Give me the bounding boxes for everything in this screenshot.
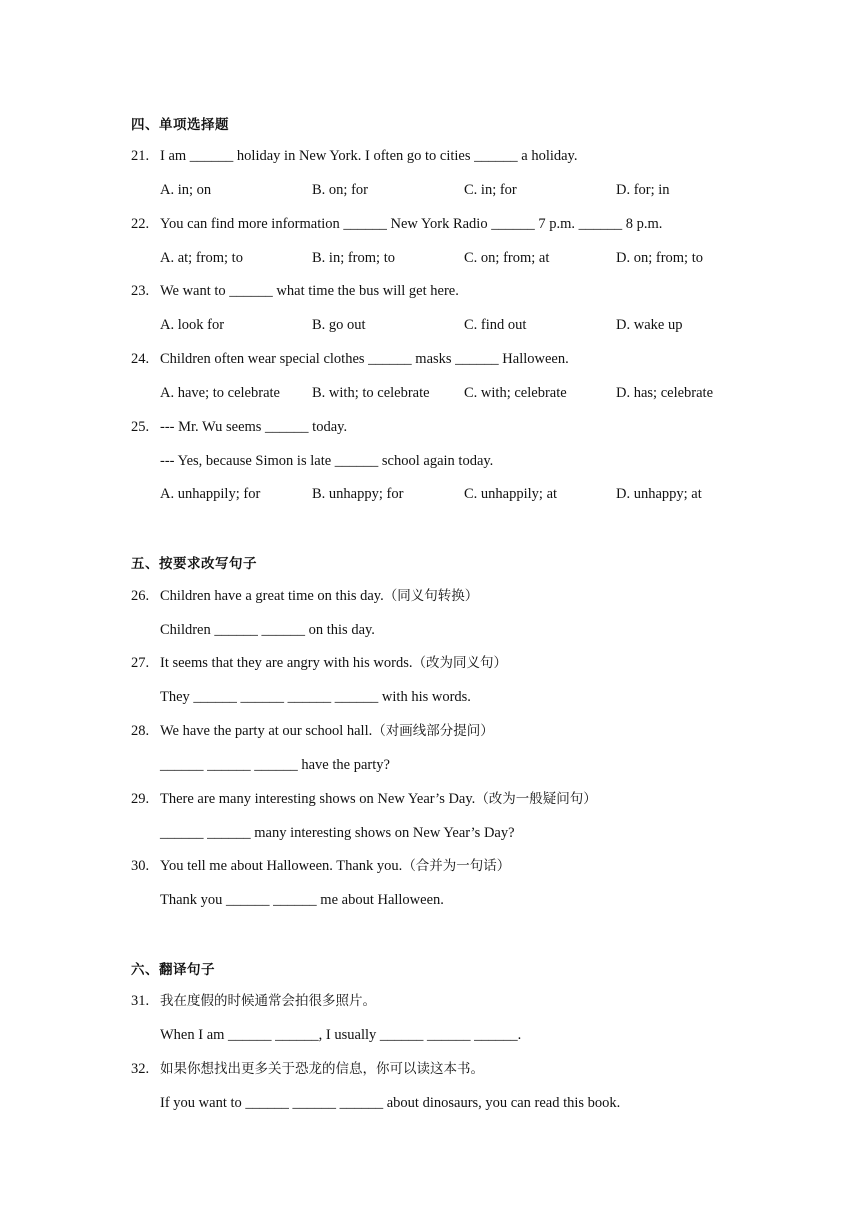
question-stem <box>160 722 494 740</box>
option-d: D. unhappy; at <box>616 486 702 502</box>
stem-text: You tell me about Halloween. Thank you. <box>160 858 403 874</box>
question-stem: Children often wear special clothes ______ masks ______ Halloween. <box>160 351 569 367</box>
question-number: 30. <box>131 858 150 874</box>
answer-line: If you want to ______ ______ ______ about dinosaurs, you can read this book. <box>160 1095 621 1111</box>
question-number: 27. <box>131 655 150 671</box>
answer-line: ______ ______ ______ have the party? <box>160 757 390 773</box>
option-b: B. in; from; to <box>312 250 395 266</box>
question-stem <box>160 587 478 605</box>
question-number: 28. <box>131 723 150 739</box>
question-stem: You can find more information ______ New York Radio ______ 7 p.m. ______ 8 p.m. <box>160 216 663 232</box>
option-a: A. unhappily; for <box>160 486 261 502</box>
instruction-note: （合并为一句话） <box>402 858 511 874</box>
option-a: A. look for <box>160 317 225 333</box>
option-c: C. in; for <box>464 182 517 198</box>
stem-text: There are many interesting shows on New Year’s Day. <box>160 791 476 807</box>
option-d: D. on; from; to <box>616 250 703 266</box>
option-b: B. on; for <box>312 182 368 198</box>
stem-text: It seems that they are angry with his words. <box>160 655 413 671</box>
instruction-note: （对画线部分提问） <box>372 723 494 739</box>
option-d: D. for; in <box>616 182 670 198</box>
question-stem <box>160 790 597 808</box>
section-title-multiple-choice: 四、单项选择题 <box>131 117 229 133</box>
question-number: 23. <box>131 283 150 299</box>
question-number: 26. <box>131 588 150 604</box>
section-title-translation: 六、翻译句子 <box>131 962 215 978</box>
instruction-note: （改为同义句） <box>412 655 507 671</box>
question-stem: We want to ______ what time the bus will get here. <box>160 283 459 299</box>
question-stem <box>160 857 510 875</box>
stem-text: We have the party at our school hall. <box>160 723 373 739</box>
question-number: 29. <box>131 791 150 807</box>
option-b: B. unhappy; for <box>312 486 404 502</box>
stem-text: Children have a great time on this day. <box>160 588 384 604</box>
option-c: C. unhappily; at <box>464 486 558 502</box>
question-stem <box>160 654 507 672</box>
question-number: 32. <box>131 1061 150 1077</box>
option-b: B. with; to celebrate <box>312 385 430 401</box>
answer-line: Thank you ______ ______ me about Halloween. <box>160 892 444 908</box>
question-number: 31. <box>131 993 150 1009</box>
option-c: C. with; celebrate <box>464 385 567 401</box>
dialogue-reply: --- Yes, because Simon is late ______ school again today. <box>160 453 494 469</box>
question-stem: --- Mr. Wu seems ______ today. <box>160 419 348 435</box>
option-b: B. go out <box>312 317 366 333</box>
question-number: 25. <box>131 419 150 435</box>
question-stem: I am ______ holiday in New York. I often go to cities ______ a holiday. <box>160 148 578 164</box>
answer-line: They ______ ______ ______ ______ with his words. <box>160 689 471 705</box>
answer-line: Children ______ ______ on this day. <box>160 622 375 638</box>
option-a: A. in; on <box>160 182 212 198</box>
option-a: A. at; from; to <box>160 250 243 266</box>
question-stem: 我在度假的时候通常会拍很多照片。 <box>160 993 376 1009</box>
question-number: 21. <box>131 148 150 164</box>
option-c: C. find out <box>464 317 527 333</box>
section-title-rewrite: 五、按要求改写句子 <box>131 556 257 572</box>
instruction-note: （改为一般疑问句） <box>475 791 597 807</box>
answer-line: ______ ______ many interesting shows on New Year’s Day? <box>160 825 515 841</box>
answer-line: When I am ______ ______, I usually ______ ______ ______. <box>160 1027 522 1043</box>
option-d: D. wake up <box>616 317 683 333</box>
option-c: C. on; from; at <box>464 250 550 266</box>
instruction-note: （同义句转换） <box>383 588 479 604</box>
question-number: 22. <box>131 216 150 232</box>
question-number: 24. <box>131 351 150 367</box>
option-a: A. have; to celebrate <box>160 385 280 401</box>
option-d: D. has; celebrate <box>616 385 714 401</box>
question-stem: 如果你想找出更多关于恐龙的信息，你可以读这本书。 <box>160 1061 484 1077</box>
